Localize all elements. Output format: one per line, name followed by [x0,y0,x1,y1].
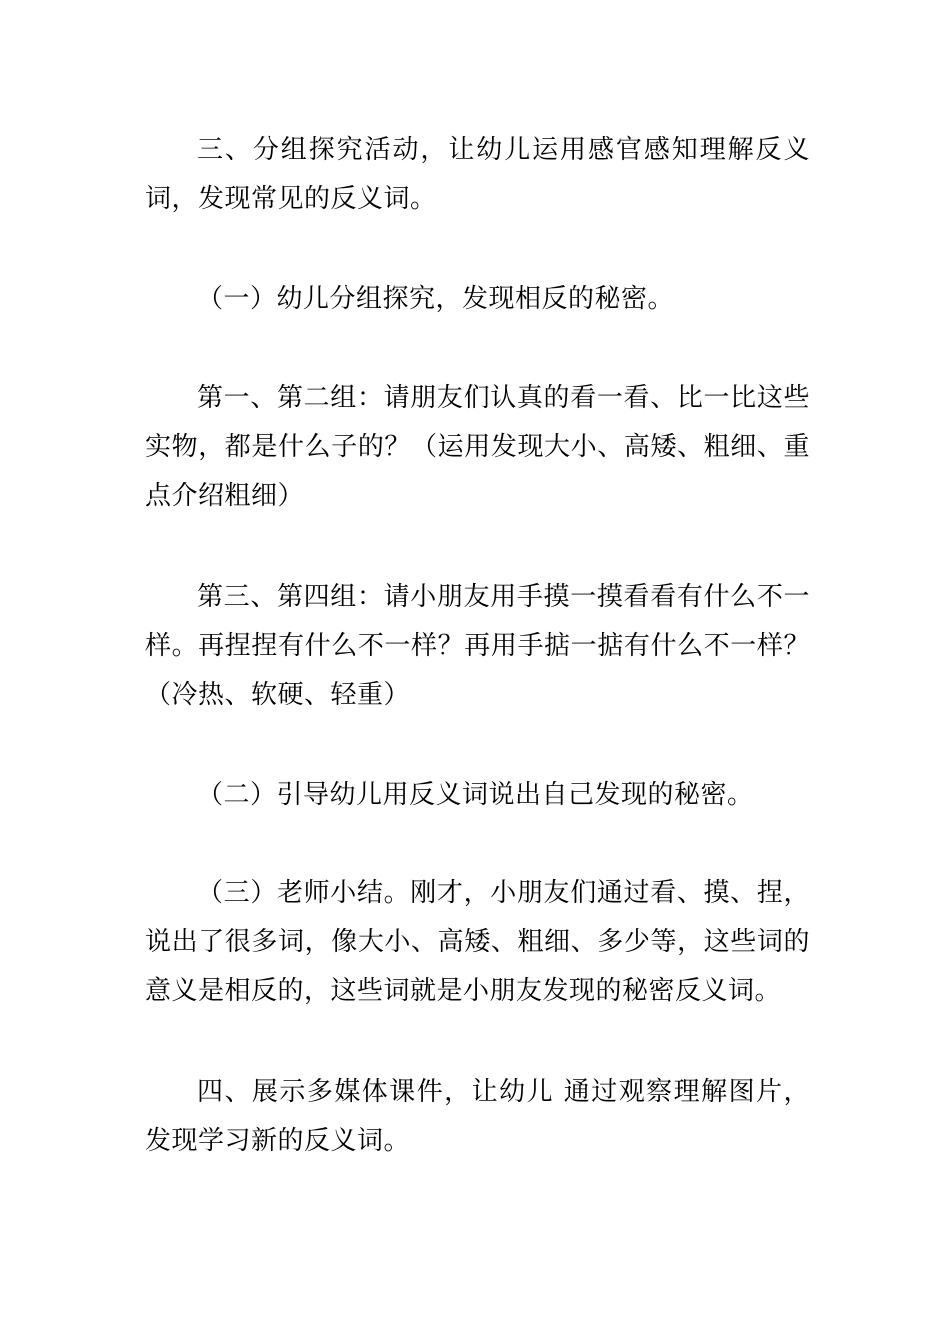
paragraph-groups-three-four: 第三、第四组：请小朋友用手摸一摸看看有什么不一样。再捏捏有什么不一样？再用手掂一掂有什么不一样？（冷热、软硬、轻重） [145,582,810,710]
paragraph-section-four: 四、展示多媒体课件，让幼儿 通过观察理解图片，发现学习新的反义词。 [145,1077,810,1156]
paragraph-groups-one-two: 第一、第二组：请朋友们认真的看一看、比一比这些实物，都是什么子的？（运用发现大小、高矮、粗细、重点介绍粗细） [145,383,810,511]
paragraph-subsection-two: （二）引导幼儿用反义词说出自己发现的秘密。 [197,780,754,810]
paragraph-subsection-three: （三）老师小结。刚才，小朋友们通过看、摸、捏，说出了很多词，像大小、高矮、粗细、多少等，这些词的意义是相反的，这些词就是小朋友发现的秘密反义词。 [145,878,810,1006]
paragraph-section-three: 三、分组探究活动，让幼儿运用感官感知理解反义词，发现常见的反义词。 [145,135,810,214]
paragraph-subsection-one: （一）幼儿分组探究，发现相反的秘密。 [197,284,675,314]
